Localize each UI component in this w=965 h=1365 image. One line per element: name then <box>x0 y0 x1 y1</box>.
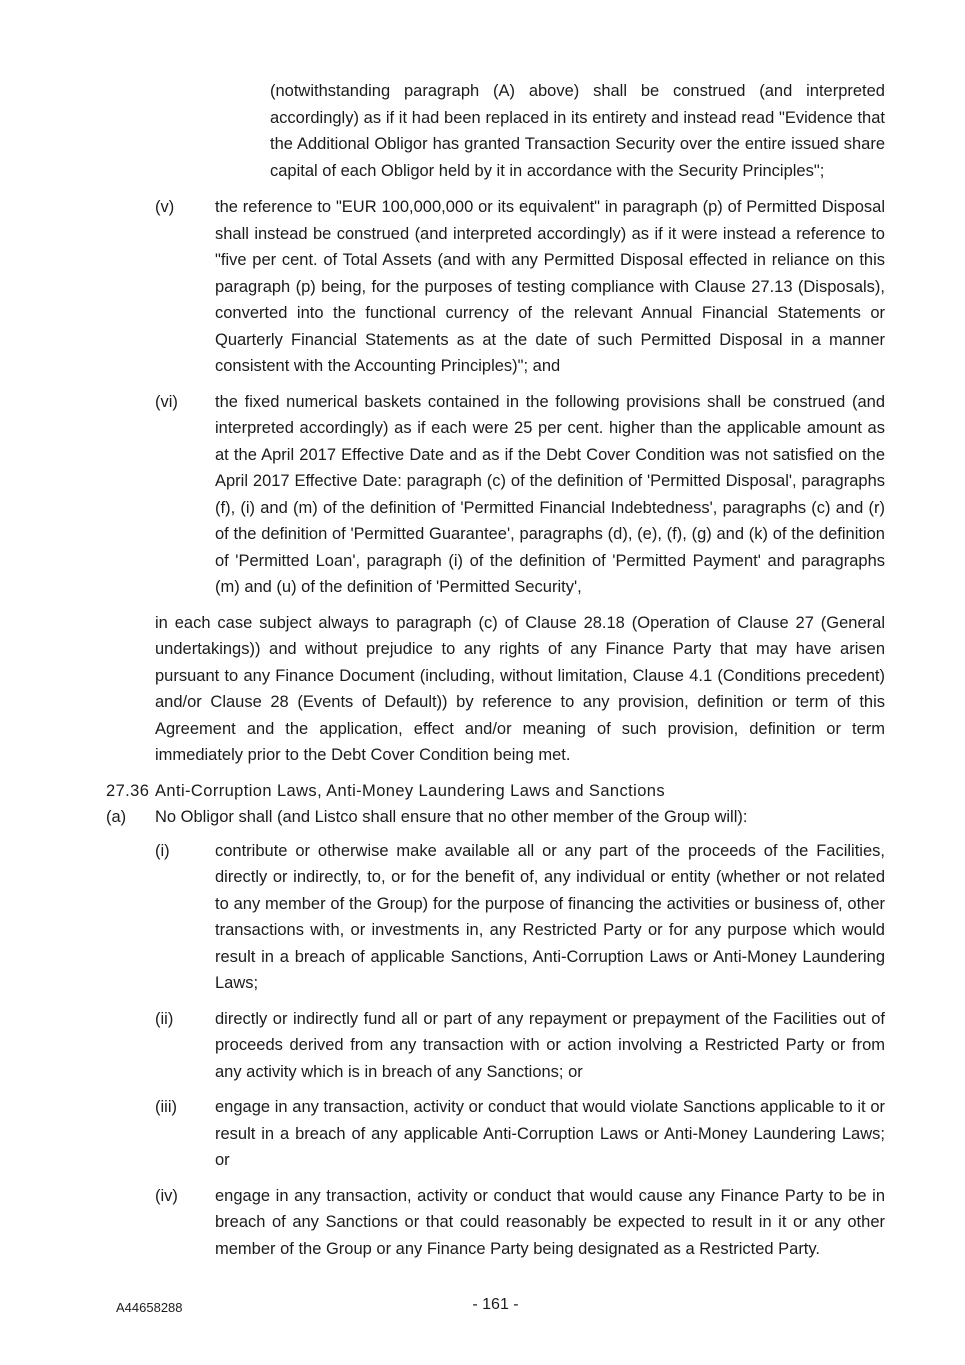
list-item-iii <box>155 1094 885 1174</box>
list-item-i-text: contribute or otherwise make available all or any part of the proceeds of the Facilities, directly or indirectly, to, or for the benefit of, any individual or entity (whether or not related to any member of the Group) for the purpose of financing the activities or business of, other transactions with, or investments in, any Restricted Party or for any purpose which would result in a breach of applicable Sanctions, Anti-Corruption Laws or Anti-Money Laundering Laws; <box>215 841 885 992</box>
sub-clause-a <box>106 804 885 831</box>
document-reference: A44658288 <box>116 1300 183 1315</box>
list-item-v <box>155 194 885 380</box>
list-marker-iii: (iii) <box>155 1098 177 1116</box>
clause-title: Anti-Corruption Laws, Anti-Money Laundering Laws and Sanctions <box>155 781 665 800</box>
clause-heading <box>106 778 885 805</box>
list-item-i <box>155 838 885 997</box>
continuation-paragraph: (notwithstanding paragraph (A) above) shall be construed (and interpreted accordingly) as if it had been replaced in its entirety and instead read "Evidence that the Additional Obligor has granted Transaction Security over the entire issued share capital of each Obligor held by it in accordance with the Security Principles"; <box>270 82 885 180</box>
list-item-iv <box>155 1183 885 1263</box>
list-item-iv-text: engage in any transaction, activity or conduct that would cause any Finance Party to be in breach of any Sanctions or that could reasonably be expected to result in it or any other member of the Group or any Finance Party being designated as a Restricted Party. <box>215 1186 885 1258</box>
list-marker-v: (v) <box>155 198 175 216</box>
page-body <box>0 78 965 1271</box>
list-item-v-text: the reference to "EUR 100,000,000 or its equivalent" in paragraph (p) of Permitted Disposal shall instead be construed (and interpreted accordingly) as if it were instead a reference to "five per cent. of Total Assets (and with any Permitted Disposal effected in reliance on this paragraph (p) being, for the purposes of testing compliance with Clause 27.13 (Disposals), converted into the functional currency of the relevant Annual Financial Statements or Quarterly Financial Statements as at the date of such Permitted Disposal in a manner consistent with the Accounting Principles)"; and <box>215 198 885 375</box>
clause-number: 27.36 <box>106 781 150 800</box>
list-marker-ii: (ii) <box>155 1009 174 1028</box>
list-item-iii-text: engage in any transaction, activity or conduct that would violate Sanctions applicable to it or result in a breach of any applicable Anti-Corruption Laws or Anti-Money Laundering Laws; or <box>215 1098 885 1169</box>
list-marker-vi: (vi) <box>155 392 178 411</box>
list-item-ii-text: directly or indirectly fund all or part of any repayment or prepayment of the Facilities out of proceeds derived from any transaction with or action involving a Restricted Party or from any activity which is in breach of any Sanctions; or <box>215 1009 885 1081</box>
list-item-vi-text: the fixed numerical baskets contained in the following provisions shall be construed (and interpreted accordingly) as if each were 25 per cent. higher than the applicable amount as at the April 2017 Effective Date and as if the Debt Cover Condition was not satisfied on the April 2017 Effective Date: paragraph (c) of the definition of 'Permitted Disposal', paragraphs (f), (i) and (m) of the definition of 'Permitted Financial Indebtedness', paragraphs (c) and (r) of the definition of 'Permitted Guarantee', paragraphs (d), (e), (f), (g) and (k) of the definition of 'Permitted Loan', paragraph (i) of the definition of 'Permitted Payment' and paragraphs (m) and (u) of the definition of 'Permitted Security', <box>215 392 885 596</box>
list-item-ii <box>155 1006 885 1086</box>
page-number: - 161 - <box>472 1296 519 1313</box>
closing-paragraph: in each case subject always to paragraph (c) of Clause 28.18 (Operation of Clause 27 (General undertakings)) and without prejudice to any rights of any Finance Party that may have arisen pursuant to any Finance Document (including, without limitation, Clause 4.1 (Conditions precedent) and/or Clause 28 (Events of Default)) by reference to any provision, definition or term of this Agreement and the application, effect and/or meaning of such provision, definition or term immediately prior to the Debt Cover Condition being met. <box>155 613 885 764</box>
list-marker-i: (i) <box>155 841 170 860</box>
list-marker-iv: (iv) <box>155 1186 178 1205</box>
sub-clause-a-text: No Obligor shall (and Listco shall ensure that no other member of the Group will): <box>155 808 748 826</box>
list-item-vi <box>155 389 885 601</box>
sub-clause-a-marker: (a) <box>106 808 127 826</box>
